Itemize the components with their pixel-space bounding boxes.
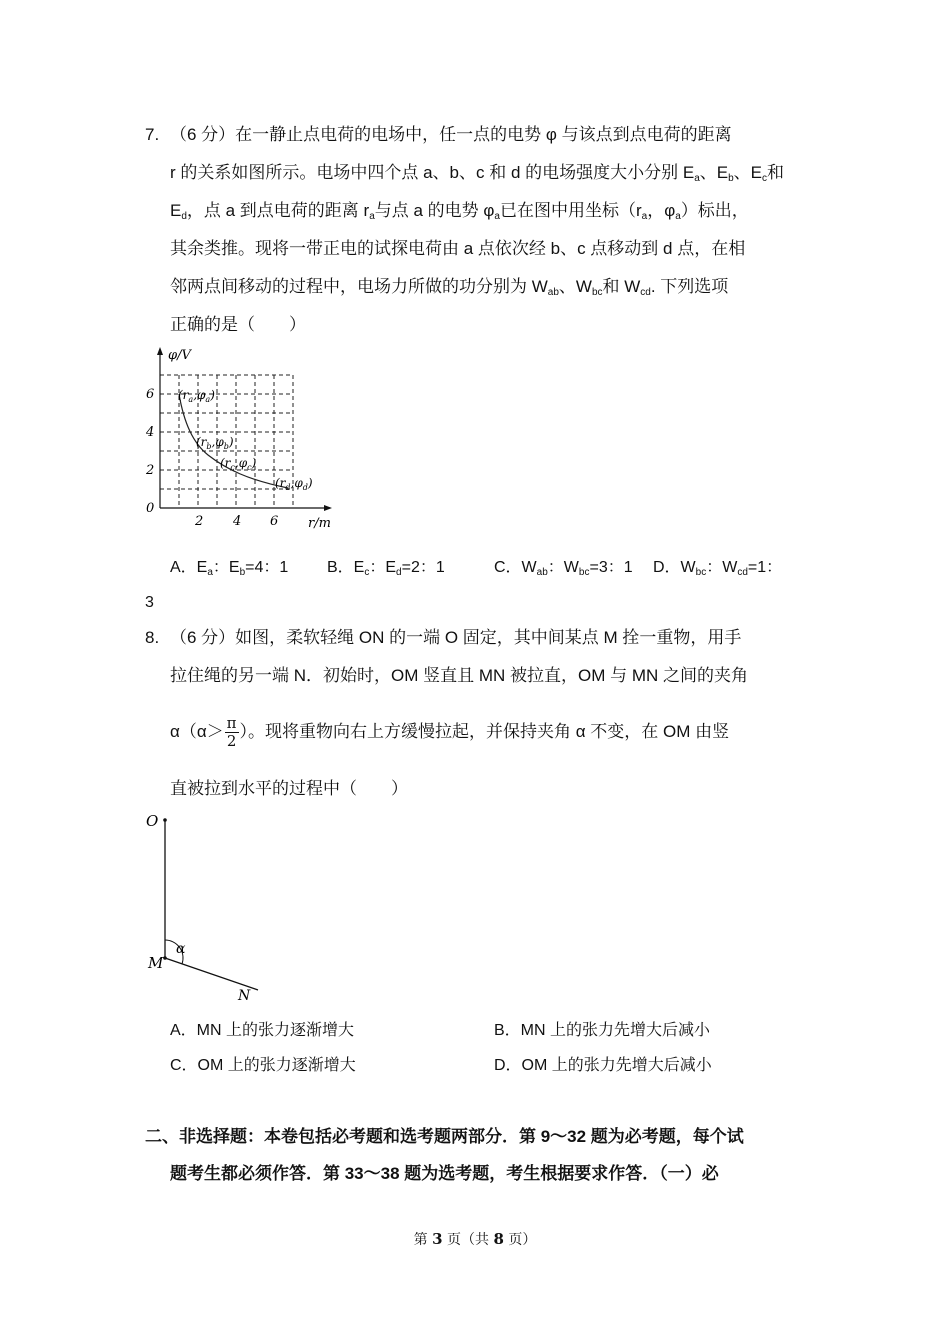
q7-option-d[interactable]: D．$W_{bc}$：$W_{cd}=1$：	[653, 559, 783, 578]
q7-line-6: 正确的是（ ）	[170, 315, 306, 334]
q7-line-3: $E_d$，点 a 到点电荷的距离 $r_a$与点 a 的电势 $\varphi_a$已在图中用坐标（$r_a$，$\varphi_a$）标出，	[170, 201, 749, 222]
section-2-heading-line-1: 二、非选择题：本卷包括必考题和选考题两部分．第 9～32 题为必考题，每个试	[145, 1127, 744, 1146]
current-page-number: 3	[432, 1230, 443, 1248]
q7-option-d-wrap: 3	[145, 594, 154, 611]
point-a-label: $(r_a,\varphi_a)$	[178, 388, 215, 404]
rope-mn	[165, 958, 258, 990]
q8-line-4: 直被拉到水平的过程中（ ）	[170, 779, 408, 798]
label-alpha: α	[176, 941, 186, 957]
y-tick-0: 0	[146, 501, 155, 516]
question-8-number: 8.	[145, 628, 160, 647]
pi-over-2-fraction: $\frac{\pi}{2}$	[226, 714, 237, 751]
q8-option-a[interactable]: A．MN 上的张力逐渐增大	[170, 1022, 355, 1039]
x-tick-6: 6	[270, 514, 279, 529]
y-axis-arrow	[157, 347, 163, 355]
label-n: N	[238, 988, 251, 1004]
point-m	[163, 956, 167, 960]
point-b-label: $(r_b,\varphi_b)$	[196, 435, 234, 451]
q7-line-1: （6 分）在一静止点电荷的电场中，任一点的电势 φ 与该点到点电荷的距离	[170, 125, 732, 144]
x-axis-label: r/m	[308, 516, 331, 531]
q7-line-4: 其余类推。现将一带正电的试探电荷由 a 点依次经 b、c 点移动到 d 点，在相	[170, 239, 746, 258]
point-c-label: $(r_c,\varphi_c)$	[220, 456, 257, 472]
rope-figure	[138, 808, 268, 1008]
q8-line-3: α（α＞ $\frac{\pi}{2}$ ）。现将重物向右上方缓慢拉起，并保持夹角 α 不变，在 OM 由竖	[170, 714, 730, 751]
q8-line-1: （6 分）如图，柔软轻绳 ON 的一端 O 固定，其中间某点 M 拴一重物，用手	[170, 628, 742, 647]
q8-option-b[interactable]: B．MN 上的张力先增大后减小	[494, 1022, 711, 1039]
x-tick-2: 2	[195, 514, 204, 529]
q8-line-2: 拉住绳的另一端 N．初始时，OM 竖直且 MN 被拉直，OM 与 MN 之间的夹角	[170, 666, 748, 685]
question-7-number: 7.	[145, 125, 160, 144]
q7-option-a[interactable]: A．$E_a$：$E_b=4$：1	[170, 559, 289, 578]
q7-line-5: 邻两点间移动的过程中，电场力所做的功分别为 $W_{ab}$、$W_{bc}$和 $W_{cd}$. 下列选项	[170, 277, 729, 298]
q7-line-2: r 的关系如图所示。电场中四个点 a、b、c 和 d 的电场强度大小分别 $E_a$、$E_b$、$E_c$和	[170, 163, 785, 184]
potential-distance-graph	[138, 343, 338, 535]
total-page-count: 8	[493, 1230, 504, 1248]
y-tick-2: 2	[146, 463, 155, 478]
q7-option-b[interactable]: B．$E_c$：$E_d=2$：1	[327, 559, 445, 578]
x-tick-4: 4	[233, 514, 242, 529]
page-footer: 第 3 页（共 8 页）	[413, 1230, 537, 1248]
section-2-heading-line-2: 题考生都必须作答．第 33～38 题为选考题，考生根据要求作答．（一）必	[170, 1164, 719, 1183]
q8-option-d[interactable]: D．OM 上的张力先增大后减小	[494, 1057, 712, 1074]
label-m: M	[148, 954, 164, 972]
q7-option-c[interactable]: C．$W_{ab}$：$W_{bc}=3$：1	[494, 559, 633, 578]
q8-option-c[interactable]: C．OM 上的张力逐渐增大	[170, 1057, 356, 1074]
point-d-label: $(r_d,\varphi_d)$	[275, 476, 313, 492]
y-axis-label: φ/V	[168, 348, 191, 363]
label-o: O	[146, 812, 159, 830]
x-axis-arrow	[324, 505, 332, 511]
y-tick-4: 4	[146, 425, 155, 440]
y-tick-6: 6	[146, 387, 155, 402]
